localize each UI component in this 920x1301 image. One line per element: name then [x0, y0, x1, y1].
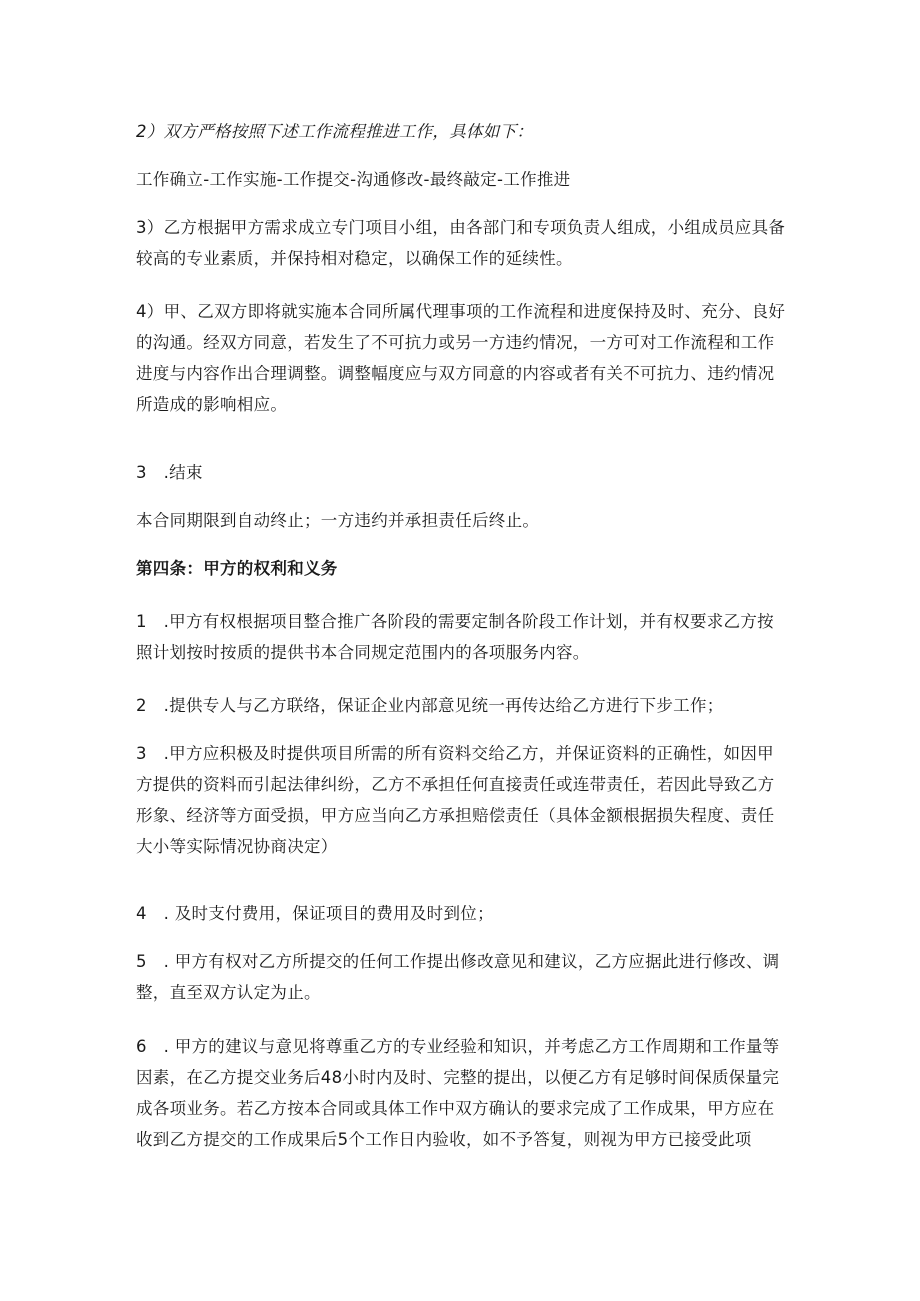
section-heading-end: 3 .结束 — [136, 463, 203, 482]
paragraph-communication: 4）甲、乙双方即将就实施本合同所属代理事项的工作流程和进度保持及时、充分、良好的沟通。经双方同意，若发生了不可抗力或另一方违约情况，一方可对工作流程和工作进度与内容作出合理调整。调整幅度应与双方同意的内容或者有关不可抗力、违约情况所造成的影响相应。 — [136, 302, 786, 414]
paragraph-party-a-right-4: 4 . 及时支付费用，保证项目的费用及时到位； — [136, 904, 494, 923]
article-heading-party-a: 第四条：甲方的权利和义务 — [136, 559, 338, 578]
paragraph-party-a-right-1: 1 .甲方有权根据项目整合推广各阶段的需要定制各阶段工作计划，并有权要求乙方按照计划按时按质的提供书本合同规定范围内的各项服务内容。 — [136, 612, 774, 662]
paragraph-party-a-right-6: 6 . 甲方的建议与意见将尊重乙方的专业经验和知识，并考虑乙方工作周期和工作量等因素，在乙方提交业务后48小时内及时、完整的提出，以便乙方有足够时间保质保量完成各项业务。若乙方按本合同或具体工作中双方确认的要求完成了工作成果，甲方应在收到乙方提交的工作成果后5个工作日内验收，如不予答复，则视为甲方已接受此项 — [136, 1037, 780, 1149]
paragraph-workflow-steps: 工作确立-工作实施-工作提交-沟通修改-最终敲定-工作推进 — [136, 170, 571, 189]
paragraph-project-team: 3）乙方根据甲方需求成立专门项目小组，由各部门和专项负责人组成，小组成员应具备较高的专业素质，并保持相对稳定，以确保工作的延续性。 — [136, 218, 786, 268]
paragraph-party-a-right-3: 3 .甲方应积极及时提供项目所需的所有资料交给乙方，并保证资料的正确性，如因甲方提供的资料而引起法律纠纷，乙方不承担任何直接责任或连带责任，若因此导致乙方形象、经济等方面受损，甲方应当向乙方承担赔偿责任（具体金额根据损失程度、责任大小等实际情况协商决定） — [136, 744, 775, 856]
paragraph-termination: 本合同期限到自动终止；一方违约并承担责任后终止。 — [136, 511, 540, 530]
paragraph-party-a-right-2: 2 .提供专人与乙方联络，保证企业内部意见统一再传达给乙方进行下步工作； — [136, 696, 724, 715]
paragraph-workflow-intro: 2）双方严格按照下述工作流程推进工作，具体如下： — [136, 122, 534, 141]
paragraph-party-a-right-5: 5 . 甲方有权对乙方所提交的任何工作提出修改意见和建议，乙方应据此进行修改、调整，直至双方认定为止。 — [136, 952, 780, 1002]
